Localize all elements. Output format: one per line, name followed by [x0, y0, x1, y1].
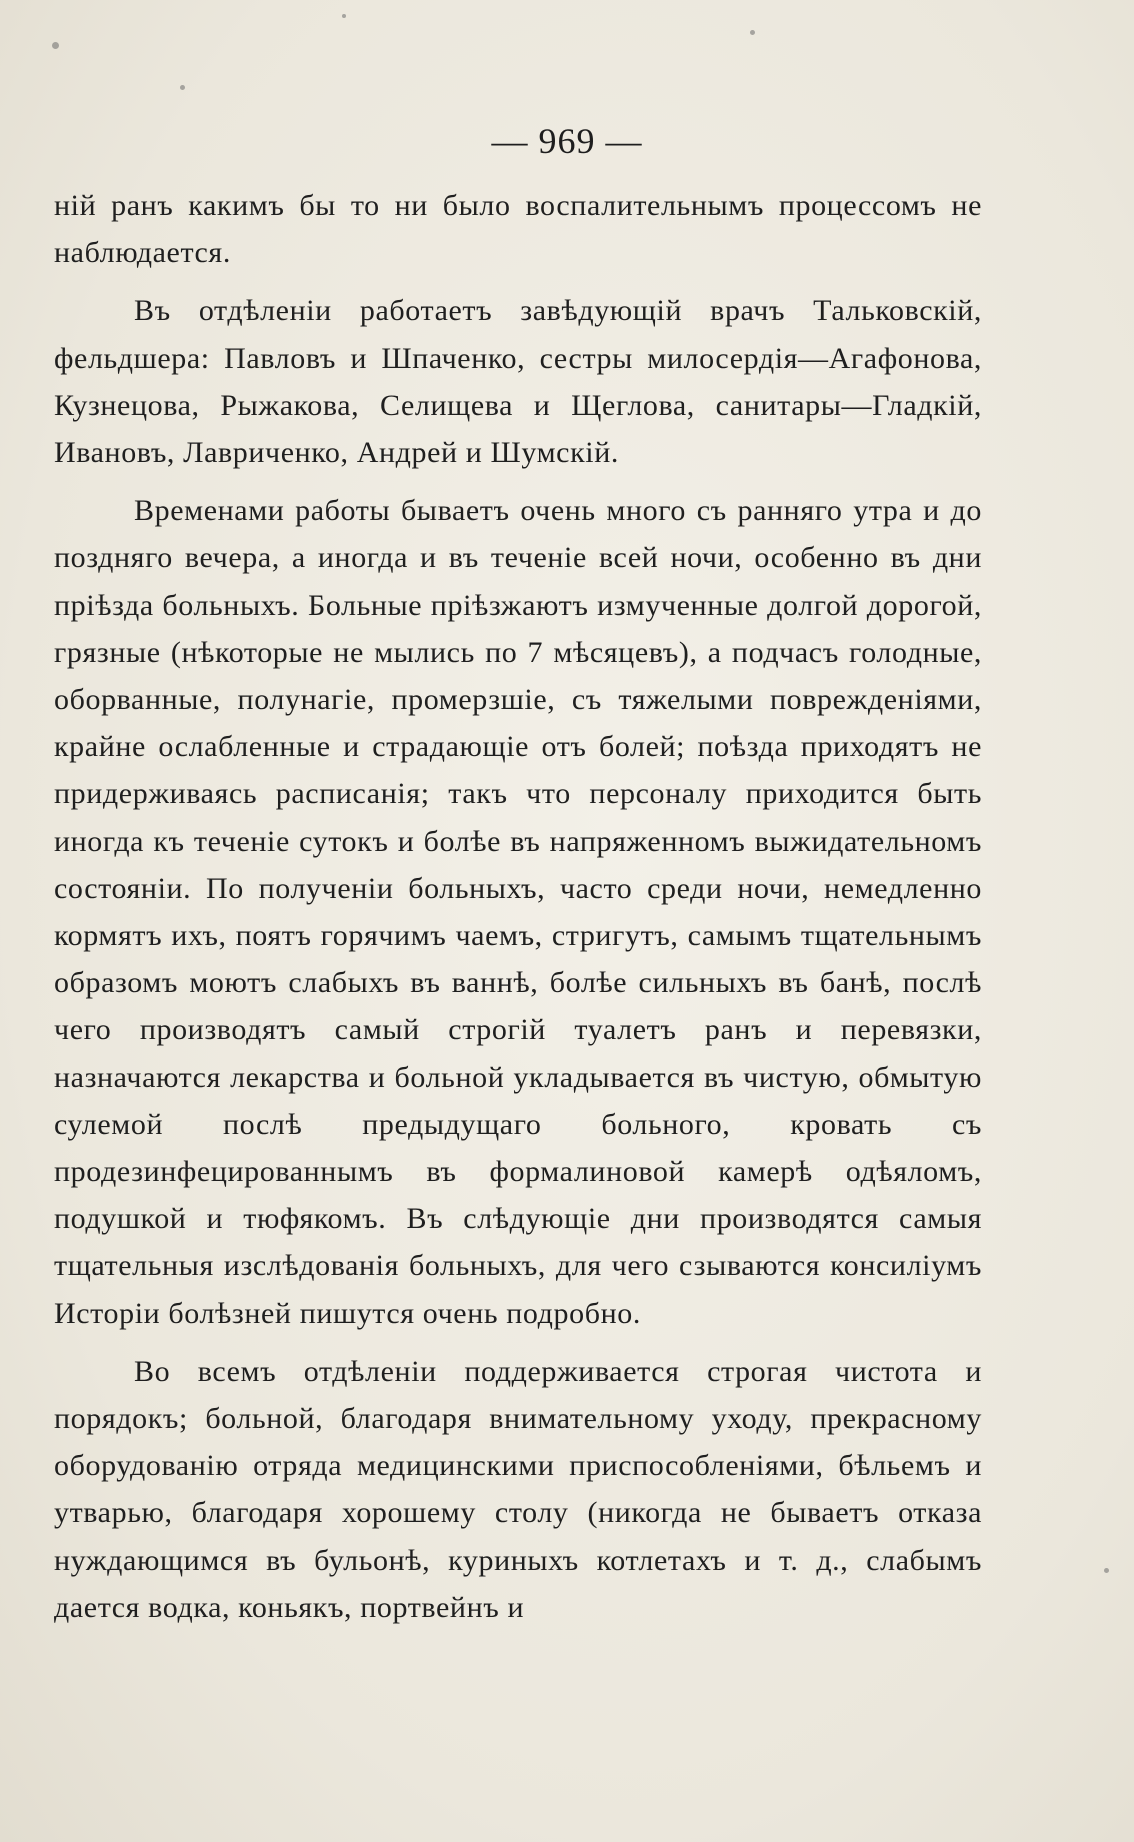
ink-speck: [180, 85, 185, 90]
page-number: — 969 —: [491, 121, 643, 161]
ink-speck: [1104, 1568, 1109, 1573]
ink-speck: [52, 42, 59, 49]
paragraph-continuation: ній ранъ какимъ бы то ни было воспалительнымъ процессомъ не наблюдается.: [54, 189, 982, 270]
paragraph-staff: Въ отдѣленіи работаетъ завѣдующій врачъ Тальковскій, фельдшера: Павловъ и Шпаченко, сестры милосердія—Агафонова, Кузнецова, Рыжакова, Селищева и Щеглова, санитары—Гладкій, Ивановъ, Лавриченко, Андрей и Шумскій.: [54, 294, 982, 470]
ink-speck: [342, 14, 346, 18]
paragraph-order: Во всемъ отдѣленіи поддерживается строгая чистота и порядокъ; больной, благодаря внимательному уходу, прекрасному оборудованію отряда медицинскими приспособленіями, бѣльемъ и утварью, благодаря хорошему столу (никогда не бываетъ отказа нуждающимся въ бульонѣ, куриныхъ котлетахъ и т. д., слабымъ дается водка, коньякъ, портвейнъ и: [54, 1354, 982, 1624]
text-body: [54, 182, 982, 1631]
ink-speck: [750, 30, 755, 35]
paragraph-workload: Временами работы бываетъ очень много съ ранняго утра и до поздняго вечера, а иногда и въ теченіе всей ночи, особенно въ дни пріѣзда больныхъ. Больные пріѣзжаютъ измученные долгой дорогой, грязные (нѣкоторые не мылись по 7 мѣсяцевъ), а подчасъ голодные, оборванные, полунагіе, промерзшіе, съ тяжелыми поврежденіями, крайне ослабленные и страдающіе отъ болей; поѣзда приходятъ не придерживаясь расписанія; такъ что персоналу приходится быть иногда къ теченіе сутокъ и болѣе въ напряженномъ выжидательномъ состояніи. По полученіи больныхъ, часто среди ночи, немедленно кормятъ ихъ, поятъ горячимъ чаемъ, стригутъ, самымъ тщательнымъ образомъ моютъ слабыхъ въ ваннѣ, болѣе сильныхъ въ банѣ, послѣ чего производятъ самый строгій туалетъ ранъ и перевязки, назначаются лекарства и больной укладывается въ чистую, обмытую сулемой послѣ предыдущаго больного, кровать съ продезинфецированнымъ въ формалиновой камерѣ одѣяломъ, подушкой и тюфякомъ. Въ слѣдующіе дни производятся самыя тщательныя изслѣдованія больныхъ, для чего сзываются консиліумъ Исторіи болѣзней пишутся очень подробно.: [54, 494, 982, 1330]
